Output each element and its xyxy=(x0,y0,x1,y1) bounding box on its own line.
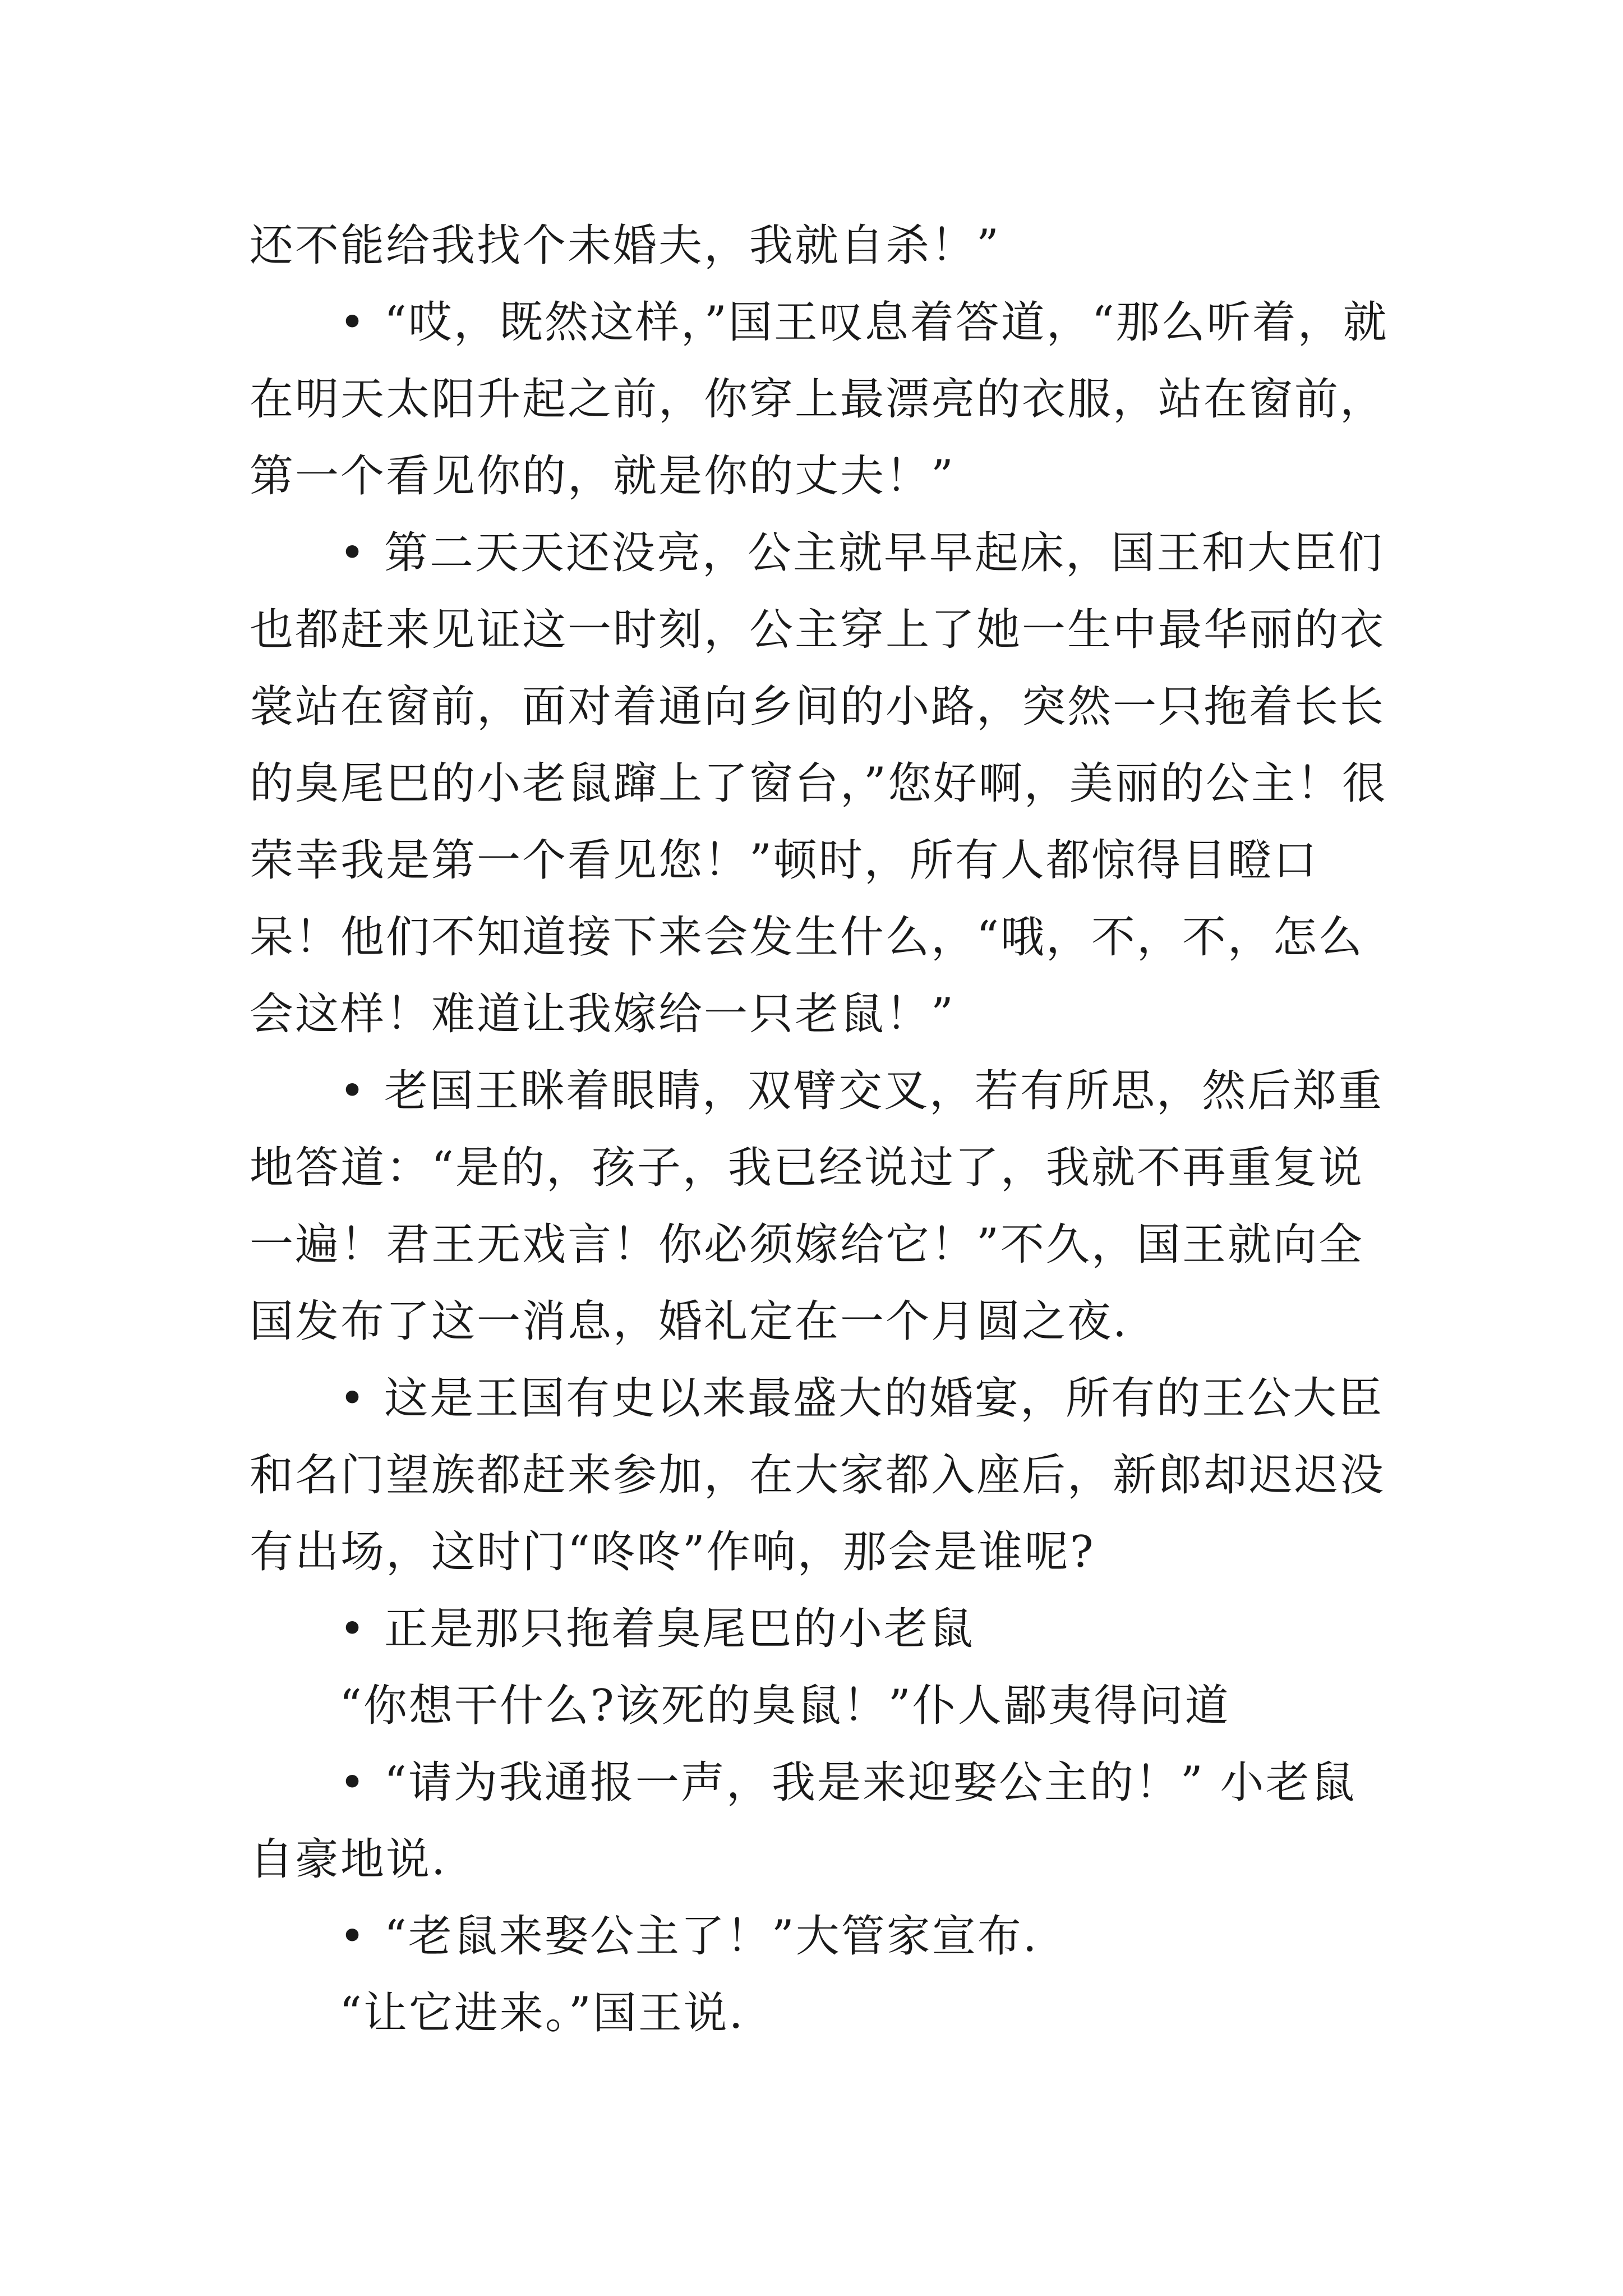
paragraph-8 xyxy=(250,1745,1394,1898)
paragraph-5 xyxy=(250,1360,1394,1591)
paragraph-text: “让它进来。”国王说. xyxy=(339,1988,745,2039)
paragraph-9 xyxy=(250,1898,1394,1975)
paragraph-2 xyxy=(250,284,1394,515)
paragraph-text: 第二天天还没亮，公主就早早起床，国王和大臣们也都赶来见证这一时刻，公主穿上了她一生中最华丽的衣裳站在窗前，面对着通向乡间的小路，突然一只拖着长长的臭尾巴的小老鼠蹿上了窗台，”您好啊，美丽的公主！很荣幸我是第一个看见您！”顿时，所有人都惊得目瞪口呆！他们不知道接下来会发生什么，“哦，不，不，怎么会这样！难道让我嫁给一只老鼠！” xyxy=(250,528,1387,1039)
paragraph-text: “你想干什么?该死的臭鼠！”仆人鄙夷得问道 xyxy=(339,1681,1230,1731)
paragraph-bullet: • xyxy=(339,1604,367,1654)
paragraph-3 xyxy=(250,515,1394,1053)
paragraph-7 xyxy=(250,1668,1394,1745)
paragraph-text: 正是那只拖着臭尾巴的小老鼠 xyxy=(384,1604,975,1654)
paragraph-10 xyxy=(250,1975,1394,2052)
paragraph-1 xyxy=(250,208,1394,284)
paragraph-text: 老国王眯着眼睛，双臂交叉，若有所思，然后郑重地答道：“是的，孩子，我已经说过了，我就不再重复说一遍！君王无戏言！你必须嫁给它！”不久，国王就向全国发布了这一消息，婚礼定在一个月圆之夜. xyxy=(250,1066,1384,1347)
paragraph-bullet: • xyxy=(339,1757,367,1808)
paragraph-bullet: • xyxy=(339,1373,367,1424)
paragraph-text: 这是王国有史以来最盛大的婚宴，所有的王公大臣和名门望族都赶来参加，在大家都入座后，新郎却迟迟没有出场，这时门“咚咚”作响，那会是谁呢? xyxy=(250,1373,1386,1577)
paragraph-text: 还不能给我找个未婚夫，我就自杀！” xyxy=(250,220,1000,271)
paragraph-text: “请为我通报一声，我是来迎娶公主的！” 小老鼠自豪地说. xyxy=(250,1757,1357,1885)
paragraph-bullet: • xyxy=(339,528,367,578)
document-body xyxy=(250,208,1394,2052)
paragraph-text: “哎，既然这样，”国王叹息着答道，“那么听着，就在明天太阳升起之前，你穿上最漂亮的衣服，站在窗前，第一个看见你的，就是你的丈夫！” xyxy=(250,297,1389,501)
paragraph-bullet: • xyxy=(339,1066,367,1116)
paragraph-bullet: • xyxy=(339,1911,367,1962)
paragraph-text: “老鼠来娶公主了！”大管家宣布. xyxy=(384,1911,1039,1962)
paragraph-4 xyxy=(250,1053,1394,1360)
paragraph-6 xyxy=(250,1591,1394,1668)
paragraph-bullet: • xyxy=(339,297,367,348)
